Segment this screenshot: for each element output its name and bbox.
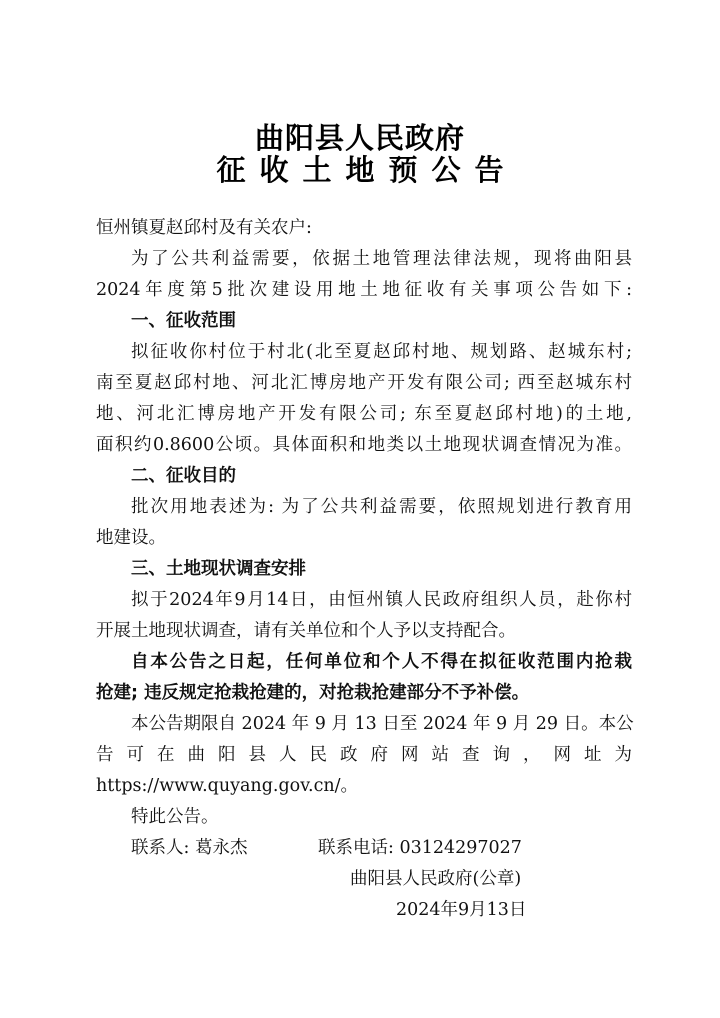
section1-line-4: 面积约0.8600公顷。具体面积和地类以土地现状调查情况为准。 [96, 435, 632, 455]
section3-line-2: 开展土地现状调查，请有关单位和个人予以支持配合。 [96, 621, 516, 641]
issuer-seal-line: 曲阳县人民政府(公章) [350, 869, 522, 889]
intro-line-1: 为了公共利益需要，依据土地管理法律法规，现将曲阳县 [131, 249, 632, 269]
issue-date: 2024年9月13日 [396, 900, 527, 920]
document-title-notice: 征收土地预公告 [216, 153, 518, 187]
validity-line-1: 本公告期限自 2024 年 9 月 13 日至 2024 年 9 月 29 日。本公 [131, 714, 634, 734]
section1-line-2: 南至夏赵邱村地、河北汇博房地产开发有限公司; 西至赵城东村 [96, 373, 632, 393]
section2-line-1: 批次用地表述为: 为了公共利益需要，依照规划进行教育用 [131, 497, 632, 517]
section3-heading: 三、土地现状调查安排 [131, 559, 306, 579]
section1-heading: 一、征收范围 [131, 311, 236, 331]
addressee: 恒州镇夏赵邱村及有关农户: [96, 218, 312, 238]
validity-line-2: 告 可 在 曲 阳 县 人 民 政 府 网 站 查 询 ， 网 址 为 [96, 745, 632, 765]
section1-line-3: 地、河北汇博房地产开发有限公司; 东至夏赵邱村地)的土地, [96, 404, 632, 424]
section3-line-1: 拟于2024年9月14日，由恒州镇人民政府组织人员，赴你村 [131, 590, 632, 610]
intro-line-2: 2024年度第5批次建设用地土地征收有关事项公告如下: [96, 280, 632, 300]
closing-remark: 特此公告。 [131, 807, 219, 827]
section2-heading: 二、征收目的 [131, 466, 236, 486]
section2-line-2: 地建设。 [96, 528, 166, 548]
contact-phone: 联系电话: 03124297027 [318, 838, 522, 858]
website-url: https://www.quyang.gov.cn/。 [96, 776, 359, 796]
warning-line-1: 自本公告之日起，任何单位和个人不得在拟征收范围内抢栽 [131, 652, 632, 672]
warning-line-2: 抢建; 违反规定抢栽抢建的，对抢栽抢建部分不予补偿。 [96, 683, 530, 703]
document-title-issuer: 曲阳县人民政府 [254, 121, 465, 155]
contact-person: 联系人: 葛永杰 [131, 838, 248, 858]
section1-line-1: 拟征收你村位于村北(北至夏赵邱村地、规划路、赵城东村; [131, 342, 632, 362]
